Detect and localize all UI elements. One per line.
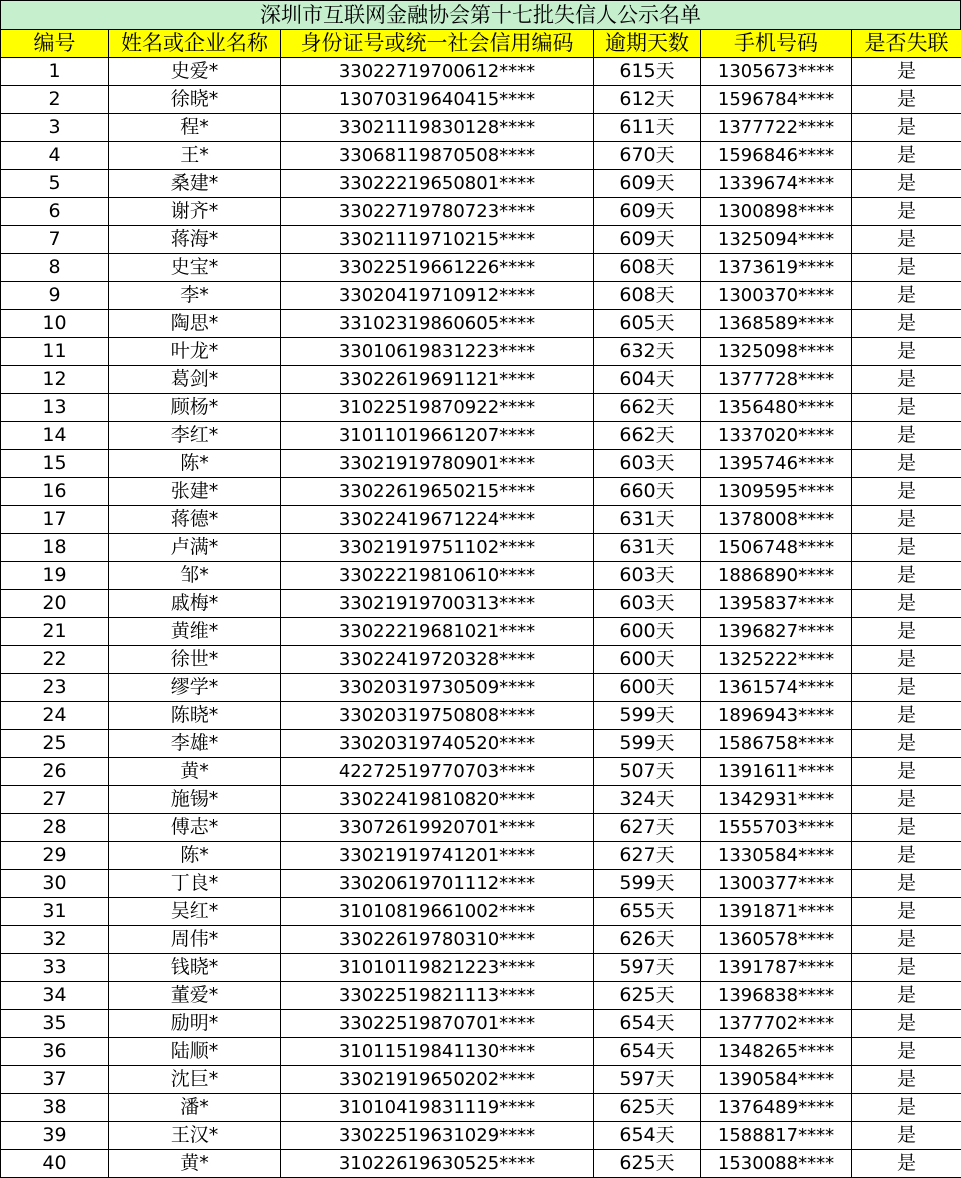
- cell-phone[interactable]: 1377728****: [701, 366, 852, 394]
- cell-id[interactable]: 1: [1, 58, 109, 86]
- cell-phone[interactable]: 1506748****: [701, 534, 852, 562]
- cell-lost-contact[interactable]: 是: [852, 1094, 961, 1122]
- header-overdue-days[interactable]: 逾期天数: [594, 30, 701, 58]
- cell-lost-contact[interactable]: 是: [852, 394, 961, 422]
- cell-name[interactable]: 黄*: [109, 1150, 281, 1178]
- cell-phone[interactable]: 1596846****: [701, 142, 852, 170]
- header-name[interactable]: 姓名或企业名称: [109, 30, 281, 58]
- cell-lost-contact[interactable]: 是: [852, 142, 961, 170]
- cell-overdue-days[interactable]: 662天: [594, 394, 701, 422]
- cell-overdue-days[interactable]: 600天: [594, 646, 701, 674]
- cell-id-number[interactable]: 33022719780723****: [281, 198, 594, 226]
- table-row: [1, 422, 961, 450]
- cell-lost-contact[interactable]: 是: [852, 730, 961, 758]
- cell-lost-contact[interactable]: 是: [852, 254, 961, 282]
- cell-phone[interactable]: 1373619****: [701, 254, 852, 282]
- cell-id[interactable]: 20: [1, 590, 109, 618]
- cell-lost-contact[interactable]: 是: [852, 198, 961, 226]
- cell-name[interactable]: 卢满*: [109, 534, 281, 562]
- table-row: [1, 506, 961, 534]
- cell-id-number[interactable]: 33021919741201****: [281, 842, 594, 870]
- cell-phone[interactable]: 1360578****: [701, 926, 852, 954]
- cell-name[interactable]: 励明*: [109, 1010, 281, 1038]
- cell-overdue-days[interactable]: 660天: [594, 478, 701, 506]
- cell-id[interactable]: 21: [1, 618, 109, 646]
- cell-id[interactable]: 38: [1, 1094, 109, 1122]
- table-row: [1, 1066, 961, 1094]
- cell-id[interactable]: 24: [1, 702, 109, 730]
- cell-id[interactable]: 33: [1, 954, 109, 982]
- cell-lost-contact[interactable]: 是: [852, 86, 961, 114]
- cell-id-number[interactable]: 31010419831119****: [281, 1094, 594, 1122]
- cell-id-number[interactable]: 33020619701112****: [281, 870, 594, 898]
- cell-overdue-days[interactable]: 655天: [594, 898, 701, 926]
- table-row: [1, 534, 961, 562]
- cell-name[interactable]: 史爱*: [109, 58, 281, 86]
- cell-id[interactable]: 37: [1, 1066, 109, 1094]
- cell-overdue-days[interactable]: 597天: [594, 1066, 701, 1094]
- cell-id[interactable]: 34: [1, 982, 109, 1010]
- sheet-title: 深圳市互联网金融协会第十七批失信人公示名单: [0, 0, 961, 29]
- cell-id[interactable]: 40: [1, 1150, 109, 1178]
- cell-id[interactable]: 17: [1, 506, 109, 534]
- cell-name[interactable]: 顾杨*: [109, 394, 281, 422]
- cell-id-number[interactable]: 33022219681021****: [281, 618, 594, 646]
- cell-name[interactable]: 钱晓*: [109, 954, 281, 982]
- cell-name[interactable]: 缪学*: [109, 674, 281, 702]
- table-row: [1, 786, 961, 814]
- cell-id[interactable]: 39: [1, 1122, 109, 1150]
- cell-id[interactable]: 15: [1, 450, 109, 478]
- cell-name[interactable]: 周伟*: [109, 926, 281, 954]
- cell-phone[interactable]: 1325098****: [701, 338, 852, 366]
- cell-name[interactable]: 邹*: [109, 562, 281, 590]
- cell-id-number[interactable]: 31010819661002****: [281, 898, 594, 926]
- cell-id-number[interactable]: 33022519631029****: [281, 1122, 594, 1150]
- cell-id[interactable]: 11: [1, 338, 109, 366]
- cell-overdue-days[interactable]: 324天: [594, 786, 701, 814]
- cell-phone[interactable]: 1391871****: [701, 898, 852, 926]
- table-row: [1, 590, 961, 618]
- cell-name[interactable]: 蒋德*: [109, 506, 281, 534]
- cell-overdue-days[interactable]: 611天: [594, 114, 701, 142]
- cell-id[interactable]: 25: [1, 730, 109, 758]
- table-row: [1, 730, 961, 758]
- cell-name[interactable]: 徐晓*: [109, 86, 281, 114]
- cell-id[interactable]: 27: [1, 786, 109, 814]
- cell-id[interactable]: 31: [1, 898, 109, 926]
- table-row: [1, 870, 961, 898]
- cell-phone[interactable]: 1376489****: [701, 1094, 852, 1122]
- header-row: [1, 30, 961, 58]
- cell-phone[interactable]: 1300898****: [701, 198, 852, 226]
- table-row: [1, 254, 961, 282]
- cell-overdue-days[interactable]: 604天: [594, 366, 701, 394]
- cell-id[interactable]: 18: [1, 534, 109, 562]
- cell-overdue-days[interactable]: 625天: [594, 982, 701, 1010]
- cell-id[interactable]: 26: [1, 758, 109, 786]
- cell-id-number[interactable]: 33022519821113****: [281, 982, 594, 1010]
- cell-id-number[interactable]: 33072619920701****: [281, 814, 594, 842]
- cell-id-number[interactable]: 33022219810610****: [281, 562, 594, 590]
- cell-phone[interactable]: 1300377****: [701, 870, 852, 898]
- cell-name[interactable]: 王*: [109, 142, 281, 170]
- cell-id-number[interactable]: 33022719700612****: [281, 58, 594, 86]
- cell-overdue-days[interactable]: 600天: [594, 674, 701, 702]
- cell-lost-contact[interactable]: 是: [852, 114, 961, 142]
- cell-overdue-days[interactable]: 612天: [594, 86, 701, 114]
- table-row: [1, 758, 961, 786]
- cell-overdue-days[interactable]: 631天: [594, 534, 701, 562]
- cell-name[interactable]: 蒋海*: [109, 226, 281, 254]
- cell-overdue-days[interactable]: 627天: [594, 814, 701, 842]
- cell-id[interactable]: 2: [1, 86, 109, 114]
- table-row: [1, 114, 961, 142]
- cell-id[interactable]: 8: [1, 254, 109, 282]
- cell-name[interactable]: 吴红*: [109, 898, 281, 926]
- cell-name[interactable]: 戚梅*: [109, 590, 281, 618]
- cell-overdue-days[interactable]: 608天: [594, 282, 701, 310]
- cell-lost-contact[interactable]: 是: [852, 898, 961, 926]
- cell-name[interactable]: 王汉*: [109, 1122, 281, 1150]
- table-row: [1, 926, 961, 954]
- table-row: [1, 58, 961, 86]
- cell-id[interactable]: 29: [1, 842, 109, 870]
- table-row: [1, 478, 961, 506]
- cell-id[interactable]: 22: [1, 646, 109, 674]
- cell-name[interactable]: 陈*: [109, 450, 281, 478]
- cell-id-number[interactable]: 33022619691121****: [281, 366, 594, 394]
- cell-id-number[interactable]: 33021119830128****: [281, 114, 594, 142]
- cell-name[interactable]: 沈巨*: [109, 1066, 281, 1094]
- cell-phone[interactable]: 1378008****: [701, 506, 852, 534]
- cell-id[interactable]: 10: [1, 310, 109, 338]
- cell-overdue-days[interactable]: 654天: [594, 1038, 701, 1066]
- header-id[interactable]: 编号: [1, 30, 109, 58]
- cell-name[interactable]: 张建*: [109, 478, 281, 506]
- table-row: [1, 674, 961, 702]
- cell-name[interactable]: 程*: [109, 114, 281, 142]
- cell-id-number[interactable]: 31022519870922****: [281, 394, 594, 422]
- cell-name[interactable]: 黄维*: [109, 618, 281, 646]
- cell-id-number[interactable]: 42272519770703****: [281, 758, 594, 786]
- cell-lost-contact[interactable]: 是: [852, 618, 961, 646]
- cell-id[interactable]: 16: [1, 478, 109, 506]
- table-row: [1, 226, 961, 254]
- cell-lost-contact[interactable]: 是: [852, 506, 961, 534]
- cell-phone[interactable]: 1396838****: [701, 982, 852, 1010]
- cell-overdue-days[interactable]: 603天: [594, 562, 701, 590]
- cell-phone[interactable]: 1391787****: [701, 954, 852, 982]
- cell-phone[interactable]: 1361574****: [701, 674, 852, 702]
- table-row: [1, 646, 961, 674]
- cell-id-number[interactable]: 33020419710912****: [281, 282, 594, 310]
- cell-lost-contact[interactable]: 是: [852, 226, 961, 254]
- table-row: [1, 1010, 961, 1038]
- table-row: [1, 1094, 961, 1122]
- cell-lost-contact[interactable]: 是: [852, 590, 961, 618]
- cell-id-number[interactable]: 33021919780901****: [281, 450, 594, 478]
- cell-id-number[interactable]: 33020319740520****: [281, 730, 594, 758]
- cell-overdue-days[interactable]: 507天: [594, 758, 701, 786]
- cell-lost-contact[interactable]: 是: [852, 982, 961, 1010]
- cell-phone[interactable]: 1555703****: [701, 814, 852, 842]
- cell-id-number[interactable]: 31011019661207****: [281, 422, 594, 450]
- cell-phone[interactable]: 1305673****: [701, 58, 852, 86]
- cell-phone[interactable]: 1588817****: [701, 1122, 852, 1150]
- cell-name[interactable]: 桑建*: [109, 170, 281, 198]
- cell-lost-contact[interactable]: 是: [852, 674, 961, 702]
- cell-name[interactable]: 潘*: [109, 1094, 281, 1122]
- cell-id[interactable]: 35: [1, 1010, 109, 1038]
- cell-overdue-days[interactable]: 600天: [594, 618, 701, 646]
- table-row: [1, 1122, 961, 1150]
- cell-overdue-days[interactable]: 609天: [594, 198, 701, 226]
- cell-lost-contact[interactable]: 是: [852, 478, 961, 506]
- cell-name[interactable]: 丁良*: [109, 870, 281, 898]
- cell-phone[interactable]: 1396827****: [701, 618, 852, 646]
- cell-id[interactable]: 30: [1, 870, 109, 898]
- table-row: [1, 702, 961, 730]
- cell-lost-contact[interactable]: 是: [852, 870, 961, 898]
- cell-id[interactable]: 3: [1, 114, 109, 142]
- cell-id-number[interactable]: 31011519841130****: [281, 1038, 594, 1066]
- cell-lost-contact[interactable]: 是: [852, 926, 961, 954]
- table-row: [1, 198, 961, 226]
- cell-overdue-days[interactable]: 597天: [594, 954, 701, 982]
- cell-id-number[interactable]: 31022619630525****: [281, 1150, 594, 1178]
- table-row: [1, 954, 961, 982]
- cell-overdue-days[interactable]: 654天: [594, 1010, 701, 1038]
- cell-phone[interactable]: 1395837****: [701, 590, 852, 618]
- cell-id-number[interactable]: 33022419810820****: [281, 786, 594, 814]
- cell-id[interactable]: 28: [1, 814, 109, 842]
- cell-overdue-days[interactable]: 625天: [594, 1094, 701, 1122]
- cell-name[interactable]: 陈*: [109, 842, 281, 870]
- cell-id-number[interactable]: 33021919751102****: [281, 534, 594, 562]
- table-row: [1, 310, 961, 338]
- cell-id[interactable]: 23: [1, 674, 109, 702]
- cell-id-number[interactable]: 33021919700313****: [281, 590, 594, 618]
- cell-lost-contact[interactable]: 是: [852, 1038, 961, 1066]
- cell-phone[interactable]: 1325094****: [701, 226, 852, 254]
- cell-lost-contact[interactable]: 是: [852, 450, 961, 478]
- cell-id[interactable]: 32: [1, 926, 109, 954]
- table-row: [1, 814, 961, 842]
- cell-lost-contact[interactable]: 是: [852, 422, 961, 450]
- cell-overdue-days[interactable]: 603天: [594, 450, 701, 478]
- cell-phone[interactable]: 1896943****: [701, 702, 852, 730]
- cell-lost-contact[interactable]: 是: [852, 758, 961, 786]
- cell-name[interactable]: 李雄*: [109, 730, 281, 758]
- cell-overdue-days[interactable]: 654天: [594, 1122, 701, 1150]
- table-row: [1, 842, 961, 870]
- table-row: [1, 142, 961, 170]
- cell-overdue-days[interactable]: 627天: [594, 842, 701, 870]
- cell-id[interactable]: 6: [1, 198, 109, 226]
- cell-lost-contact[interactable]: 是: [852, 562, 961, 590]
- cell-name[interactable]: 陶思*: [109, 310, 281, 338]
- cell-id-number[interactable]: 33021919650202****: [281, 1066, 594, 1094]
- cell-phone[interactable]: 1377702****: [701, 1010, 852, 1038]
- cell-lost-contact[interactable]: 是: [852, 170, 961, 198]
- table-header: [1, 30, 961, 58]
- cell-overdue-days[interactable]: 599天: [594, 702, 701, 730]
- cell-name[interactable]: 黄*: [109, 758, 281, 786]
- cell-phone[interactable]: 1356480****: [701, 394, 852, 422]
- cell-phone[interactable]: 1395746****: [701, 450, 852, 478]
- table-row: [1, 170, 961, 198]
- table-row: [1, 562, 961, 590]
- cell-overdue-days[interactable]: 599天: [594, 870, 701, 898]
- cell-phone[interactable]: 1339674****: [701, 170, 852, 198]
- cell-lost-contact[interactable]: 是: [852, 954, 961, 982]
- cell-name[interactable]: 施锡*: [109, 786, 281, 814]
- table-row: [1, 282, 961, 310]
- cell-id-number[interactable]: 33010619831223****: [281, 338, 594, 366]
- table-row: [1, 1150, 961, 1178]
- cell-phone[interactable]: 1391611****: [701, 758, 852, 786]
- cell-lost-contact[interactable]: 是: [852, 1066, 961, 1094]
- cell-lost-contact[interactable]: 是: [852, 702, 961, 730]
- cell-name[interactable]: 史宝*: [109, 254, 281, 282]
- cell-lost-contact[interactable]: 是: [852, 1150, 961, 1178]
- cell-phone[interactable]: 1330584****: [701, 842, 852, 870]
- cell-phone[interactable]: 1300370****: [701, 282, 852, 310]
- table-row: [1, 982, 961, 1010]
- cell-id-number[interactable]: 33022519870701****: [281, 1010, 594, 1038]
- table-row: [1, 618, 961, 646]
- table-row: [1, 366, 961, 394]
- cell-name[interactable]: 陈晓*: [109, 702, 281, 730]
- cell-id-number[interactable]: 33068119870508****: [281, 142, 594, 170]
- blacklist-table: [0, 29, 961, 1178]
- cell-lost-contact[interactable]: 是: [852, 1122, 961, 1150]
- cell-phone[interactable]: 1325222****: [701, 646, 852, 674]
- cell-id-number[interactable]: 33022619650215****: [281, 478, 594, 506]
- cell-name[interactable]: 葛剑*: [109, 366, 281, 394]
- cell-id[interactable]: 4: [1, 142, 109, 170]
- cell-overdue-days[interactable]: 662天: [594, 422, 701, 450]
- cell-overdue-days[interactable]: 670天: [594, 142, 701, 170]
- table-row: [1, 1038, 961, 1066]
- cell-name[interactable]: 李*: [109, 282, 281, 310]
- table-row: [1, 898, 961, 926]
- cell-phone[interactable]: 1348265****: [701, 1038, 852, 1066]
- cell-id-number[interactable]: 33022619780310****: [281, 926, 594, 954]
- cell-overdue-days[interactable]: 609天: [594, 226, 701, 254]
- cell-lost-contact[interactable]: 是: [852, 534, 961, 562]
- cell-id-number[interactable]: 33022419720328****: [281, 646, 594, 674]
- cell-phone[interactable]: 1342931****: [701, 786, 852, 814]
- header-phone[interactable]: 手机号码: [701, 30, 852, 58]
- cell-name[interactable]: 李红*: [109, 422, 281, 450]
- cell-id-number[interactable]: 33022419671224****: [281, 506, 594, 534]
- cell-id[interactable]: 9: [1, 282, 109, 310]
- cell-lost-contact[interactable]: 是: [852, 1010, 961, 1038]
- cell-id-number[interactable]: 33020319730509****: [281, 674, 594, 702]
- cell-id-number[interactable]: 33020319750808****: [281, 702, 594, 730]
- cell-phone[interactable]: 1337020****: [701, 422, 852, 450]
- cell-lost-contact[interactable]: 是: [852, 646, 961, 674]
- cell-id[interactable]: 14: [1, 422, 109, 450]
- header-id-number[interactable]: 身份证号或统一社会信用编码: [281, 30, 594, 58]
- cell-name[interactable]: 董爱*: [109, 982, 281, 1010]
- table-row: [1, 394, 961, 422]
- table-row: [1, 450, 961, 478]
- cell-id-number[interactable]: 13070319640415****: [281, 86, 594, 114]
- cell-overdue-days[interactable]: 631天: [594, 506, 701, 534]
- cell-phone[interactable]: 1390584****: [701, 1066, 852, 1094]
- cell-phone[interactable]: 1377722****: [701, 114, 852, 142]
- cell-lost-contact[interactable]: 是: [852, 786, 961, 814]
- cell-name[interactable]: 叶龙*: [109, 338, 281, 366]
- cell-overdue-days[interactable]: 632天: [594, 338, 701, 366]
- cell-overdue-days[interactable]: 603天: [594, 590, 701, 618]
- cell-id-number[interactable]: 33022219650801****: [281, 170, 594, 198]
- cell-overdue-days[interactable]: 609天: [594, 170, 701, 198]
- cell-overdue-days[interactable]: 626天: [594, 926, 701, 954]
- cell-id[interactable]: 13: [1, 394, 109, 422]
- cell-id-number[interactable]: 33102319860605****: [281, 310, 594, 338]
- cell-phone[interactable]: 1530088****: [701, 1150, 852, 1178]
- cell-id-number[interactable]: 33021119710215****: [281, 226, 594, 254]
- cell-lost-contact[interactable]: 是: [852, 58, 961, 86]
- cell-phone[interactable]: 1596784****: [701, 86, 852, 114]
- cell-lost-contact[interactable]: 是: [852, 310, 961, 338]
- table-row: [1, 338, 961, 366]
- cell-id[interactable]: 12: [1, 366, 109, 394]
- cell-overdue-days[interactable]: 608天: [594, 254, 701, 282]
- cell-name[interactable]: 陆顺*: [109, 1038, 281, 1066]
- cell-id[interactable]: 7: [1, 226, 109, 254]
- cell-lost-contact[interactable]: 是: [852, 842, 961, 870]
- cell-phone[interactable]: 1886890****: [701, 562, 852, 590]
- cell-overdue-days[interactable]: 625天: [594, 1150, 701, 1178]
- cell-id-number[interactable]: 33022519661226****: [281, 254, 594, 282]
- table-row: [1, 86, 961, 114]
- cell-id-number[interactable]: 31010119821223****: [281, 954, 594, 982]
- cell-id[interactable]: 19: [1, 562, 109, 590]
- cell-name[interactable]: 傅志*: [109, 814, 281, 842]
- cell-id[interactable]: 36: [1, 1038, 109, 1066]
- table-body: [1, 58, 961, 1178]
- cell-overdue-days[interactable]: 615天: [594, 58, 701, 86]
- cell-lost-contact[interactable]: 是: [852, 366, 961, 394]
- cell-lost-contact[interactable]: 是: [852, 282, 961, 310]
- cell-overdue-days[interactable]: 605天: [594, 310, 701, 338]
- cell-name[interactable]: 谢齐*: [109, 198, 281, 226]
- cell-lost-contact[interactable]: 是: [852, 814, 961, 842]
- cell-id[interactable]: 5: [1, 170, 109, 198]
- cell-phone[interactable]: 1309595****: [701, 478, 852, 506]
- cell-lost-contact[interactable]: 是: [852, 338, 961, 366]
- header-lost-contact[interactable]: 是否失联: [852, 30, 961, 58]
- cell-phone[interactable]: 1586758****: [701, 730, 852, 758]
- cell-name[interactable]: 徐世*: [109, 646, 281, 674]
- cell-overdue-days[interactable]: 599天: [594, 730, 701, 758]
- cell-phone[interactable]: 1368589****: [701, 310, 852, 338]
